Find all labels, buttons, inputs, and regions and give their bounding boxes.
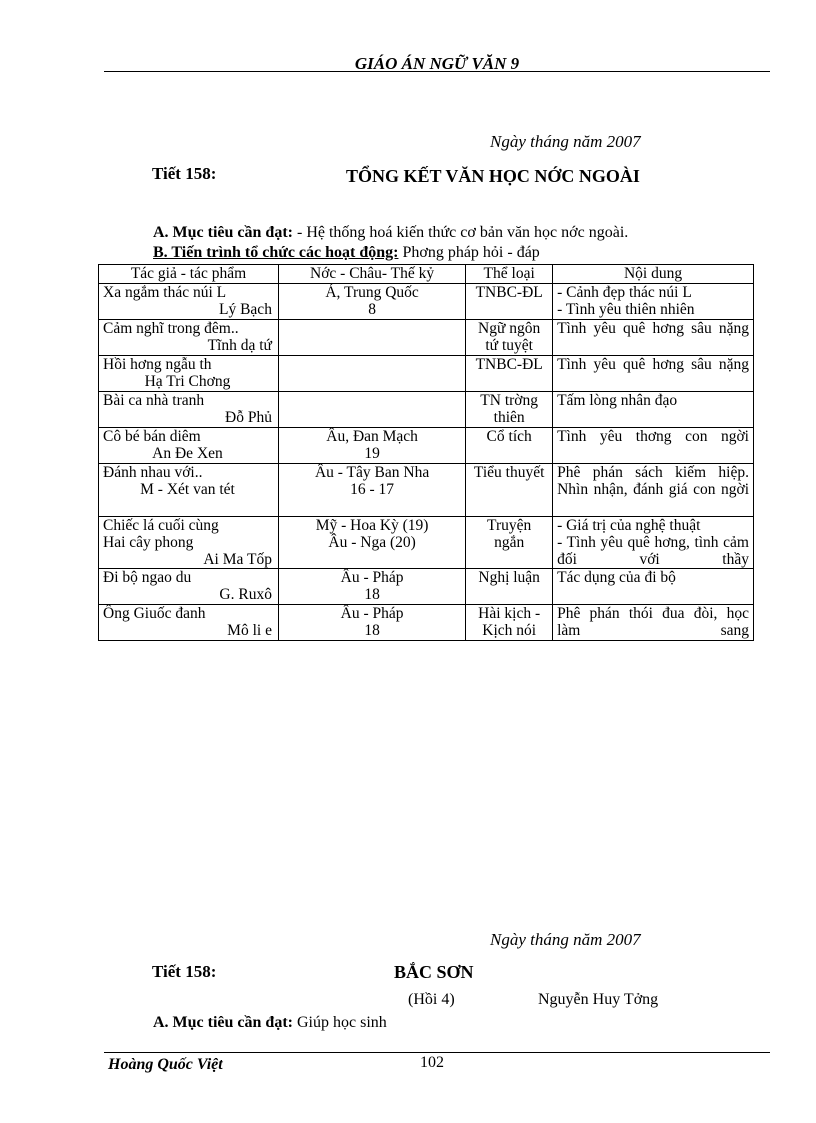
process-text: Phơng pháp hỏi - đáp [398,244,540,261]
genre-cell: Cổ tích [466,428,553,464]
content-line: - Cảnh đẹp thác núi L [557,284,692,301]
work-title: Đánh nhau với.. [103,464,203,481]
work-title-2: Hai cây phong [103,534,194,551]
genre-cell: TNBC-ĐL [466,356,553,392]
origin-place: Á, Trung Quốc [325,284,419,301]
content-cell: Tình yêu thơng con ngời [553,428,754,464]
header-title: GIÁO ÁN NGỮ VĂN 9 [354,54,520,73]
column-header: Nội dung [553,265,754,284]
author-name: Đỗ Phủ [225,409,272,426]
lesson2-period-label: Tiết 158: [152,962,217,981]
work-title: Ông Giuốc đanh [103,605,206,622]
author-name: An Đe Xen [152,445,223,462]
author-name: Ai Ma Tốp [203,551,272,568]
lesson-date: Ngày tháng năm 2007 [490,132,641,151]
origin-place: Mỹ - Hoa Kỳ (19) [315,517,429,534]
genre-cell: Truyện ngắn [466,517,553,569]
origin-place: Âu, Đan Mạch [326,428,418,445]
objective-line [153,224,628,242]
genre-cell: TNBC-ĐL [466,284,553,320]
origin-century: 16 - 17 [350,481,395,498]
column-header: Thể loại [466,265,553,284]
lesson2-subtitle: (Hồi 4) [408,991,455,1008]
objective-text: - Hệ thống hoá kiến thức cơ bản văn học nớc ngoài. [292,224,629,241]
lesson2-objective-text: Giúp học sinh [292,1014,387,1031]
genre-cell: Hài kịch - Kịch nói [466,605,553,641]
content-cell: Phê phán sách kiếm hiệp. Nhìn nhận, đánh giá con ngời [553,464,754,517]
origin-century: 8 [368,301,376,318]
table-row [99,605,754,641]
column-header: Nớc - Châu- Thế kỷ [278,265,465,284]
genre-cell: TN trờng thiên [466,392,553,428]
origin-place: Âu - Tây Ban Nha [314,464,430,481]
origin-century: 19 [364,445,380,462]
work-title: Chiếc lá cuối cùng [103,517,219,534]
origin-place-2: Âu - Nga (20) [328,534,416,551]
period-label: Tiết 158: [152,164,217,183]
lesson2-objective-label: A. Mục tiêu cần đạt: [153,1014,293,1031]
origin-place: Âu - Pháp [340,569,404,586]
genre-cell: Nghị luận [466,569,553,605]
table-row [99,356,754,392]
author-name: Lý Bạch [219,301,272,318]
content-line: - Giá trị của nghệ thuật [557,517,701,534]
footer-author-name: Hoàng Quốc Việt [108,1056,223,1073]
lesson2-author: Nguyễn Huy Tởng [538,991,659,1008]
content-cell: Tình yêu quê hơng sâu nặng [553,320,754,356]
table-row [99,428,754,464]
genre-cell: Tiểu thuyết [466,464,553,517]
work-title: Đi bộ ngao du [103,569,192,586]
genre-cell: Ngữ ngôn tứ tuyệt [466,320,553,356]
table-row [99,320,754,356]
author-name: Mô li e [227,622,272,639]
content-line: - Tình yêu quê hơng, tình cảm đối với thầy [557,534,749,568]
lesson-title: TỔNG KẾT VĂN HỌC NỚC NGOÀI [346,166,640,186]
page-number: 102 [420,1054,444,1071]
work-title: Cảm nghĩ trong đêm.. [103,320,239,337]
table-header-row [99,265,754,284]
lesson2-date: Ngày tháng năm 2007 [490,930,641,949]
content-line: - Tình yêu thiên nhiên [557,301,695,318]
lesson2-title: BẮC SƠN [394,962,474,982]
table-row [99,284,754,320]
content-cell: Tình yêu quê hơng sâu nặng [553,356,754,392]
literature-summary-table [98,264,754,641]
content-cell: Tác dụng của đi bộ [553,569,754,605]
table-row [99,392,754,428]
work-title: Xa ngắm thác núi L [103,284,227,301]
footer-rule [104,1052,770,1053]
work-title: Bài ca nhà tranh [103,392,205,409]
process-line [153,244,540,262]
work-title: Hồi hơng ngẫu th [103,356,212,373]
origin-place: Âu - Pháp [340,605,404,622]
author-name: G. Ruxô [219,586,272,603]
process-label: B. Tiến trình tổ chức các hoạt động: [153,244,399,261]
content-cell: Phê phán thói đua đòi, học làm sang [553,605,754,641]
author-name: M - Xét van tét [140,481,235,498]
origin-century: 18 [364,622,380,639]
author-name: Tĩnh dạ tứ [207,337,272,354]
table-row [99,569,754,605]
header-rule [104,71,770,72]
work-title: Cô bé bán diêm [103,428,201,445]
origin-century: 18 [364,586,380,603]
lesson2-objective-line [153,1014,387,1032]
table-row [99,517,754,569]
objective-label: A. Mục tiêu cần đạt: [153,224,293,241]
column-header: Tác giả - tác phẩm [99,265,279,284]
content-cell: Tấm lòng nhân đạo [553,392,754,428]
table-row [99,464,754,517]
author-name: Hạ Tri Chơng [144,373,231,390]
